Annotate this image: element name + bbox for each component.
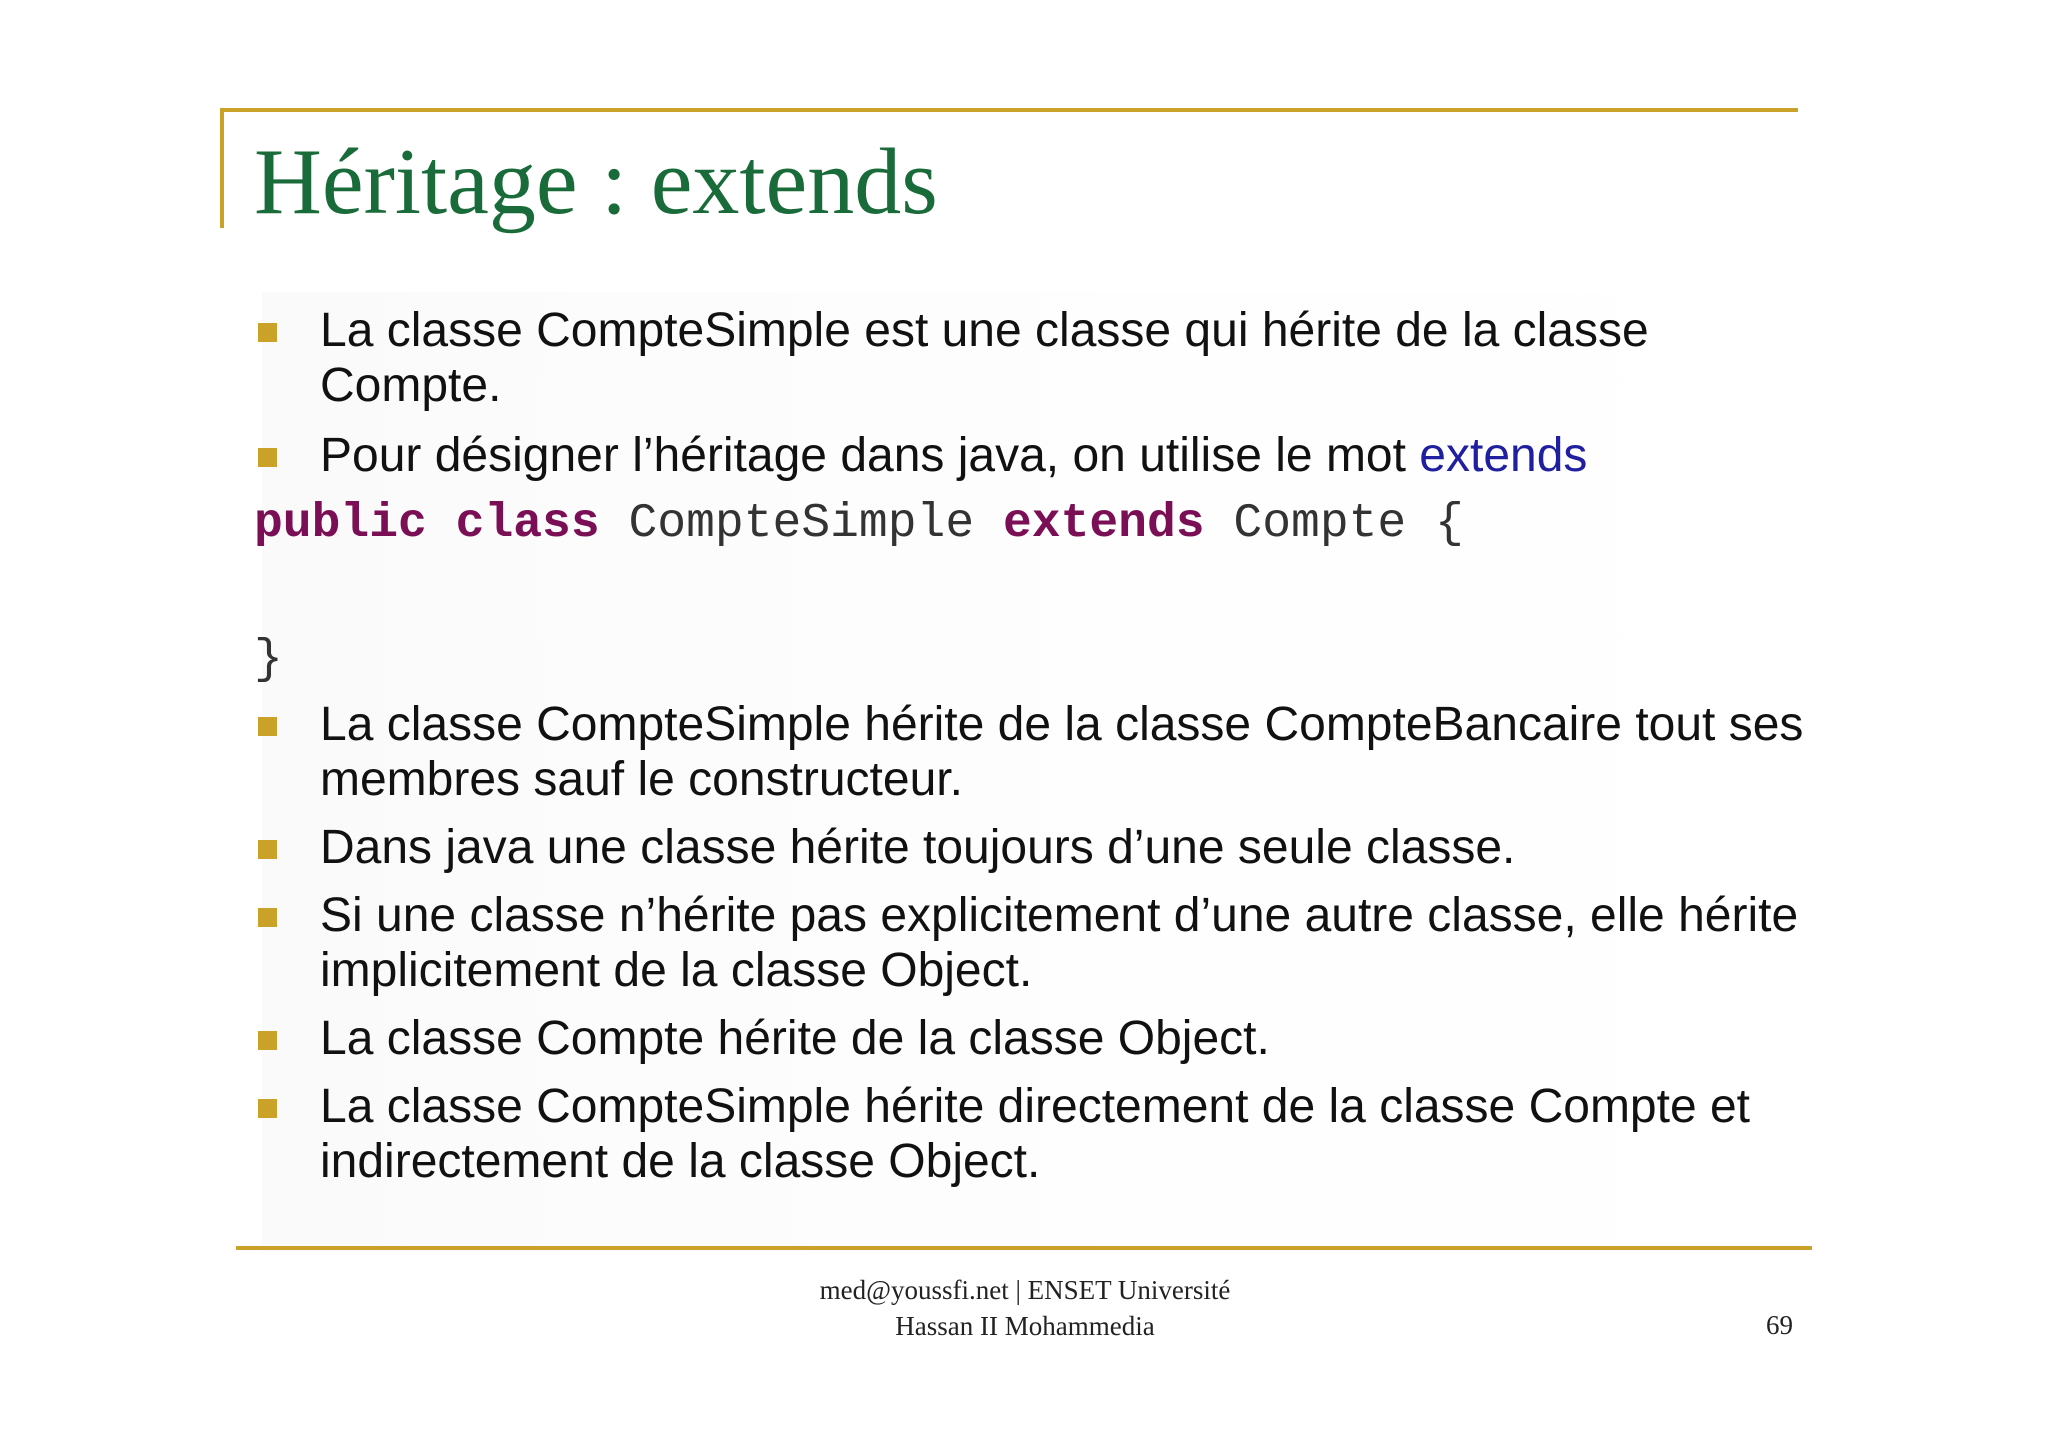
code-close-brace: } (254, 633, 283, 687)
bullet-item (254, 303, 1814, 413)
footer-credit-line2: Hassan II Mohammedia (895, 1311, 1155, 1341)
square-bullet-icon (258, 908, 277, 927)
code-line-declaration (254, 497, 1464, 551)
square-bullet-icon (258, 1031, 277, 1050)
bullet-item (254, 888, 1814, 998)
left-rule (220, 108, 224, 228)
square-bullet-icon (258, 448, 277, 467)
code-line-close (254, 633, 283, 687)
bullet-text-part: Pour désigner l’héritage dans java, on utilise le mot (320, 429, 1420, 482)
bullet-item (254, 428, 1814, 483)
bullet-text: La classe CompteSimple hérite directement de la classe Compte et indirectement de la classe Object. (320, 1080, 1751, 1188)
square-bullet-icon (258, 840, 277, 859)
bullet-text: La classe CompteSimple hérite de la classe CompteBancaire tout ses membres sauf le constructeur. (320, 698, 1804, 806)
bullet-item (254, 1011, 1814, 1066)
bullet-text: La classe Compte hérite de la classe Object. (320, 1012, 1270, 1065)
code-keyword-extends: extends (1002, 497, 1205, 551)
slide-title: Héritage : extends (254, 130, 938, 234)
bullet-text: Dans java une classe hérite toujours d’une seule classe. (320, 821, 1516, 874)
bullet-item (254, 697, 1814, 807)
code-keyword-public: public (254, 497, 427, 551)
page-number: 69 (1766, 1310, 1793, 1340)
keyword-extends: extends (1419, 429, 1588, 482)
bullet-item (254, 820, 1814, 875)
top-rule (220, 108, 1798, 112)
footer-credit-line1: med@youssfi.net | ENSET Université (819, 1275, 1231, 1305)
bullet-text (320, 428, 1814, 483)
code-parent-name: Compte (1233, 497, 1407, 551)
square-bullet-icon (258, 1099, 277, 1118)
bullet-text: La classe CompteSimple est une classe qui hérite de la classe Compte. (320, 304, 1649, 412)
code-class-name: CompteSimple (628, 497, 975, 551)
bullet-text: Si une classe n’hérite pas explicitement d’une autre classe, elle hérite implicitement de la classe Object. (320, 889, 1799, 997)
bullet-item (254, 1079, 1814, 1189)
square-bullet-icon (258, 717, 277, 736)
footer-rule (236, 1246, 1812, 1250)
footer-credit (700, 1272, 1350, 1344)
code-keyword-class: class (455, 497, 600, 551)
square-bullet-icon (258, 323, 277, 342)
code-open-brace: { (1435, 497, 1464, 551)
